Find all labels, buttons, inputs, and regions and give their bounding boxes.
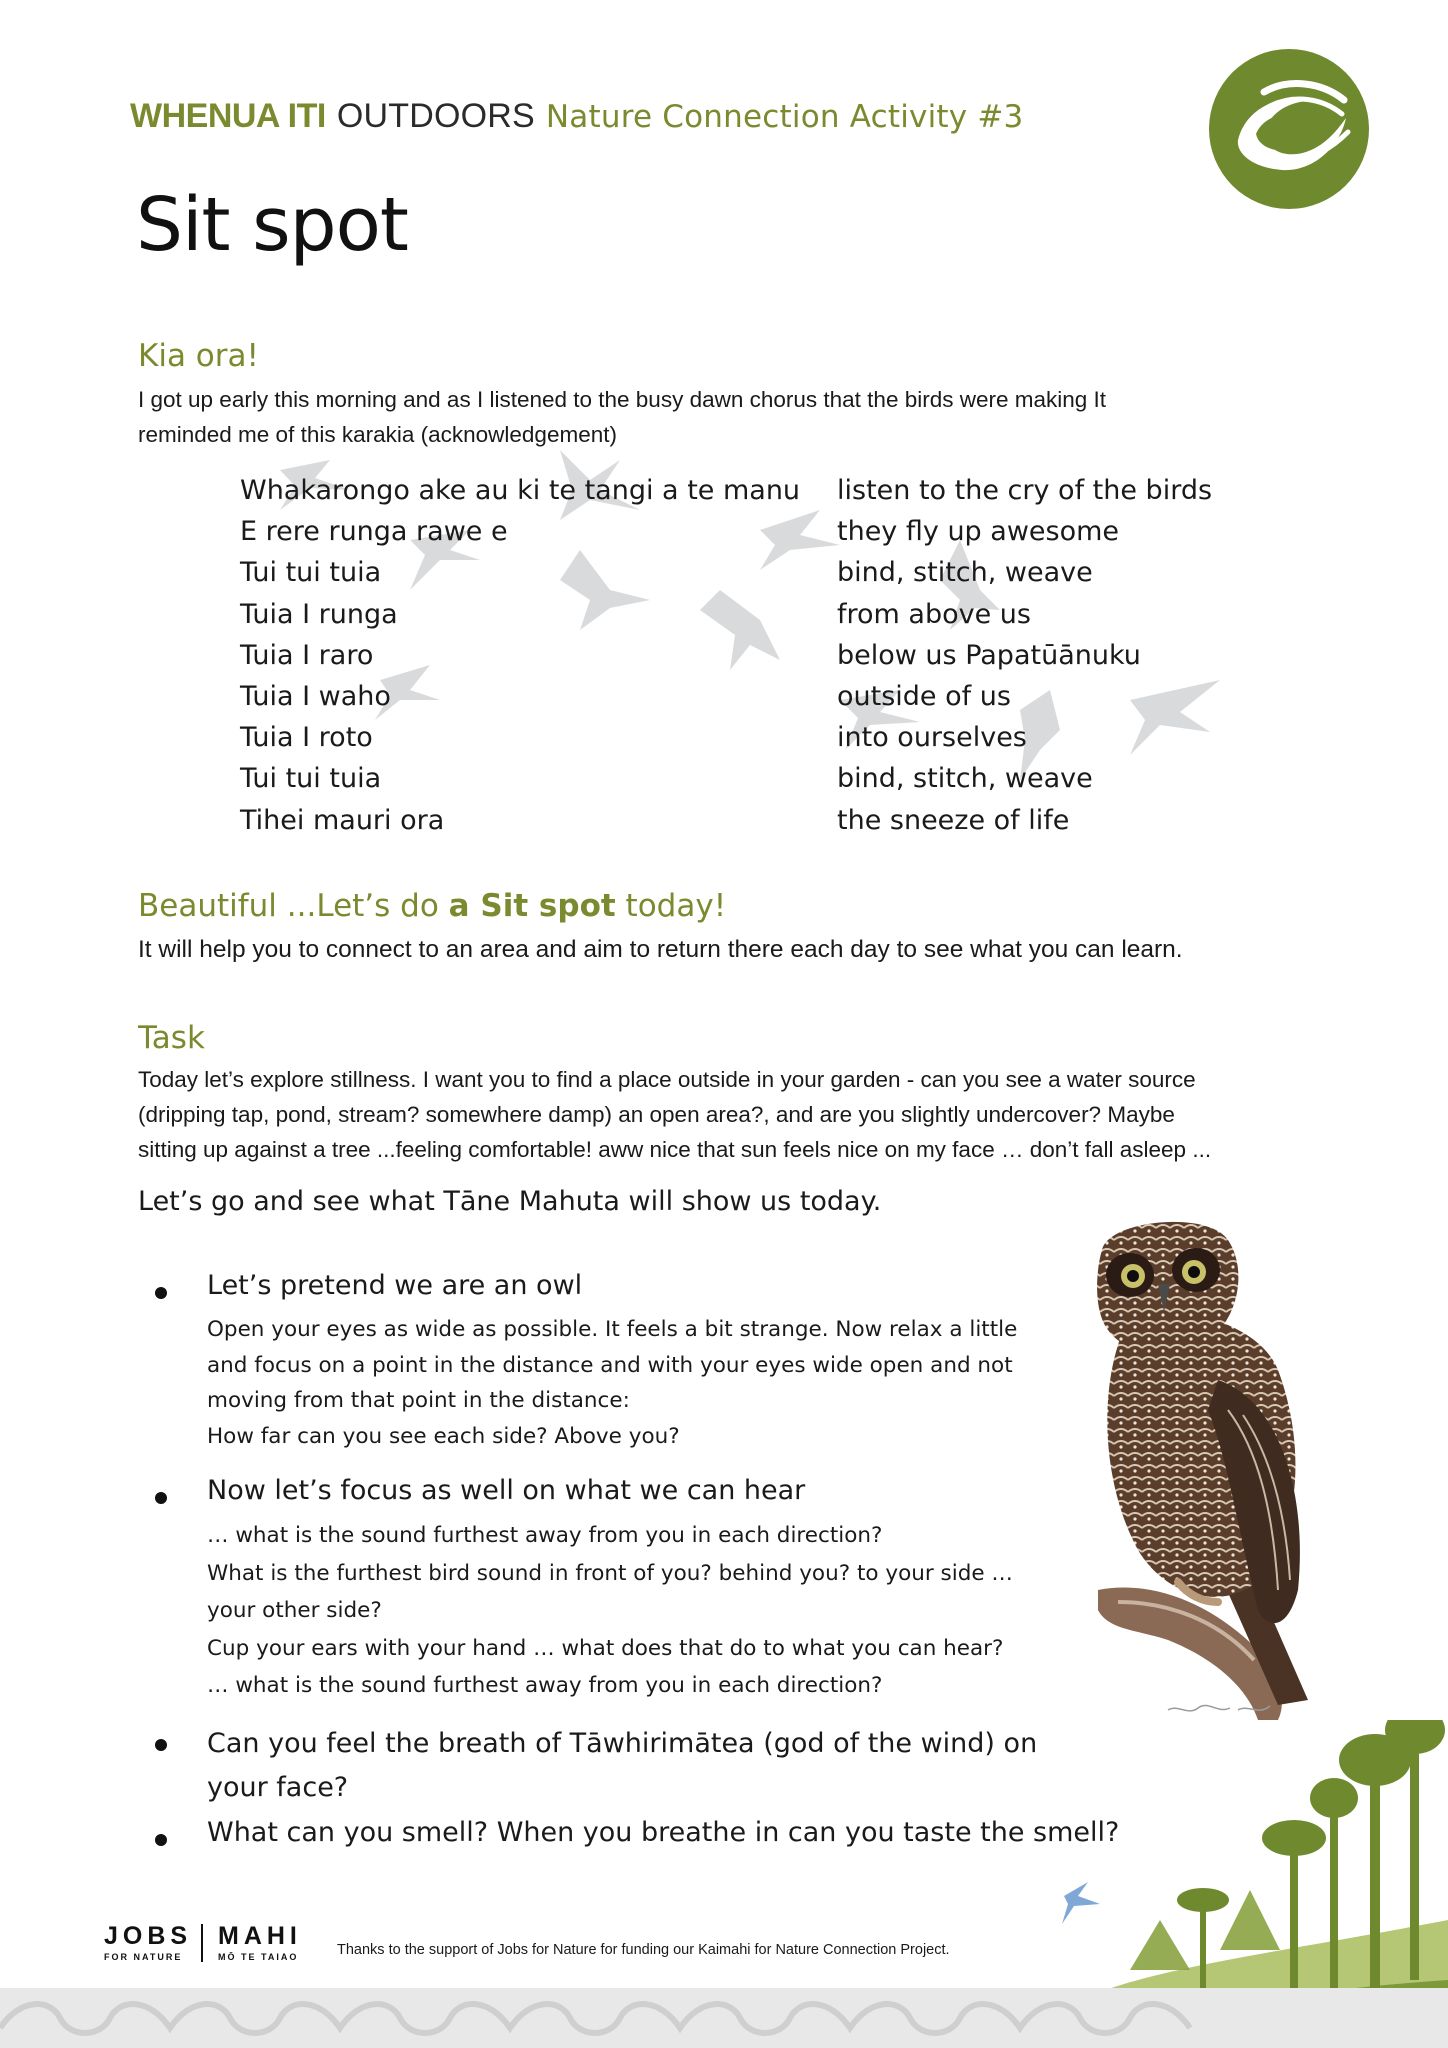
karakia-line: Tuia I runga xyxy=(240,598,398,630)
karakia-line: E rere runga rawe e xyxy=(240,516,508,548)
sit-spot-heading xyxy=(138,888,726,924)
bullet-line: Cup your ears with your hand … what does that do to what you can hear? xyxy=(207,1635,1004,1661)
morepork-owl-illustration xyxy=(1058,1210,1378,1730)
karakia-translation-line: outside of us xyxy=(837,680,1011,712)
karakia-translation-line: into ourselves xyxy=(837,722,1027,754)
bullet-hear-text xyxy=(207,1517,1013,1705)
heading-part: Beautiful ...Let’s do xyxy=(138,888,449,924)
task-line: sitting up against a tree ...feeling comfortable! aww nice that sun feels nice on my face … don’t fall asleep ... xyxy=(138,1137,1212,1162)
logo-jobs: JOBS xyxy=(104,1922,193,1950)
task-line: Today let’s explore stillness. I want you to find a place outside in your garden - can you see a water source xyxy=(138,1067,1196,1092)
karakia-translation-line: they fly up awesome xyxy=(837,516,1120,548)
bullet-line: How far can you see each side? Above you? xyxy=(207,1423,680,1449)
bullet-line: … what is the sound furthest away from you in each direction? xyxy=(207,1673,883,1699)
jobs-for-nature-logo xyxy=(104,1922,304,1972)
karakia-line: Tui tui tuia xyxy=(240,557,382,589)
bullet-owl-text xyxy=(207,1312,1017,1454)
bullet-line: and focus on a point in the distance and with your eyes wide open and not xyxy=(207,1352,1013,1378)
logo-divider xyxy=(201,1924,203,1962)
bullet-head-line: your face? xyxy=(207,1772,349,1803)
karakia-line: Tuia I roto xyxy=(240,722,373,754)
bullet-line: your other side? xyxy=(207,1598,382,1624)
brand-outdoors: OUTDOORS xyxy=(336,97,535,135)
bullet-dot xyxy=(155,1492,167,1504)
karakia-translation-line: below us Papatūānuku xyxy=(837,639,1141,671)
karakia-line: Tuia I waho xyxy=(240,680,391,712)
bullet-hear-heading: Now let’s focus as well on what we can hear xyxy=(207,1475,806,1506)
intro-text xyxy=(138,382,1106,452)
karakia-translation-line: from above us xyxy=(837,598,1031,630)
bullet-dot xyxy=(155,1739,167,1751)
karakia-line: Tui tui tuia xyxy=(240,763,382,795)
karakia-translation-line: the sneeze of life xyxy=(837,804,1070,836)
bullet-wind-heading xyxy=(207,1722,1037,1810)
bullet-smell-heading: What can you smell? When you breathe in can you taste the smell? xyxy=(207,1817,1120,1848)
bullet-line: … what is the sound furthest away from you in each direction? xyxy=(207,1523,883,1548)
activity-label: Nature Connection Activity #3 xyxy=(545,99,1024,135)
bullet-line: What is the furthest bird sound in front of you? behind you? to your side … xyxy=(207,1560,1013,1586)
karakia-translation-line: bind, stitch, weave xyxy=(837,557,1093,589)
task-line: (dripping tap, pond, stream? somewhere damp) an open area?, and are you slightly undercover? Maybe xyxy=(138,1102,1175,1127)
task-text xyxy=(138,1062,1211,1167)
karakia-english xyxy=(837,470,1212,841)
task-heading: Task xyxy=(138,1020,205,1056)
brand-line xyxy=(130,96,1023,136)
bullet-dot xyxy=(155,1834,167,1846)
bullet-dot xyxy=(155,1287,167,1299)
brand-whenua-iti: WHENUA ITI xyxy=(130,97,326,135)
kowhaiwhai-pattern xyxy=(0,1988,1448,2048)
intro-heading: Kia ora! xyxy=(138,338,259,374)
karakia-maori xyxy=(240,470,800,841)
task-lead: Let’s go and see what Tāne Mahuta will show us today. xyxy=(138,1186,882,1217)
heading-part: today! xyxy=(615,888,727,924)
whenua-iti-logo-icon xyxy=(1208,48,1370,210)
bullet-line: Open your eyes as wide as possible. It feels a bit strange. Now relax a little xyxy=(207,1317,1018,1342)
bullet-line: moving from that point in the distance: xyxy=(207,1388,630,1413)
karakia-translation-line: bind, stitch, weave xyxy=(837,763,1093,795)
footer-thanks: Thanks to the support of Jobs for Nature for funding our Kaimahi for Nature Connection Project. xyxy=(337,1942,950,1958)
karakia-line: Tuia I raro xyxy=(240,639,374,671)
karakia-line: Tihei mauri ora xyxy=(240,804,445,836)
page-title: Sit spot xyxy=(136,182,408,268)
intro-line: reminded me of this karakia (acknowledgement) xyxy=(138,422,617,447)
bullet-owl-heading: Let’s pretend we are an owl xyxy=(207,1270,583,1301)
logo-mahi: MAHI xyxy=(218,1922,302,1950)
intro-line: I got up early this morning and as I listened to the busy dawn chorus that the birds were making It xyxy=(138,387,1107,412)
karakia-translation-line: listen to the cry of the birds xyxy=(837,475,1213,506)
heading-bold: a Sit spot xyxy=(448,888,616,924)
logo-mahi-sub: MŌ TE TAIAO xyxy=(218,1952,299,1962)
logo-jobs-sub: FOR NATURE xyxy=(104,1952,183,1962)
sit-spot-text: It will help you to connect to an area and aim to return there each day to see what you can learn. xyxy=(138,936,1183,963)
karakia-line: Whakarongo ake au ki te tangi a te manu xyxy=(240,475,801,506)
bullet-head-line: Can you feel the breath of Tāwhirimātea (god of the wind) on xyxy=(207,1728,1038,1759)
